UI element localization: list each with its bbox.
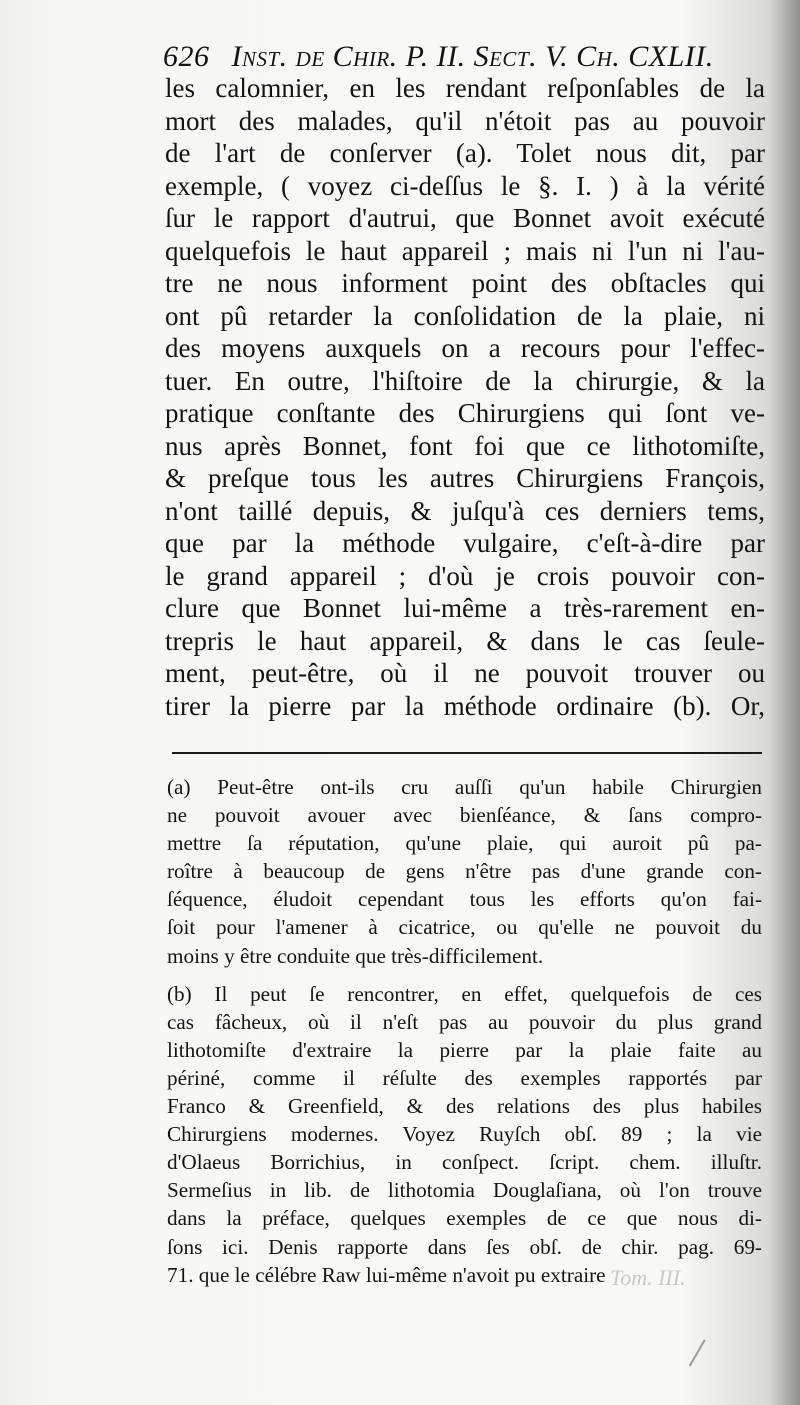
text-line: ſur le rapport d'autrui, que Bonnet avoit exécuté	[165, 203, 765, 233]
text-line: exemple, ( voyez ci-deſſus le §. I. ) à la vérité	[165, 170, 765, 201]
running-head-title: Inst. de Chir. P. II. Sect. V. Ch. CXLII.	[231, 40, 714, 73]
footnote-line: ſons ici. Denis rapporte dans ſes obſ. de chir. pag. 69-	[167, 1234, 762, 1259]
main-text-block	[165, 72, 765, 722]
footnote-line: ſéquence, éludoit cependant tous les efforts qu'on fai-	[167, 887, 762, 912]
footnote-line: cas fâcheux, où il n'eſt pas au pouvoir du plus grand	[167, 1009, 762, 1034]
text-line: tirer la pierre par la méthode ordinaire (b). Or,	[165, 690, 765, 721]
text-line: nus après Bonnet, font foi que ce lithotomiſte,	[165, 430, 765, 461]
footnote-line: ne pouvoit avouer avec bienſéance, & ſans compro-	[167, 803, 762, 828]
text-line: ment, peut-être, où il ne pouvoit trouver ou	[165, 658, 765, 688]
footnote-gap	[167, 970, 762, 980]
footnote-line: Sermeſius in lib. de lithotomia Douglaſiana, où l'on trouve	[167, 1178, 762, 1203]
text-line: & preſque tous les autres Chirurgiens François,	[165, 463, 765, 493]
footnote-line: roître à beaucoup de gens n'être pas d'une grande con-	[167, 859, 762, 884]
text-line: trepris le haut appareil, & dans le cas ſeule-	[165, 625, 765, 656]
footnote-line: Chirurgiens modernes. Voyez Ruyſch obſ. 89 ; la vie	[167, 1122, 762, 1147]
footnote-line: moins y être conduite que très-difficilement.	[167, 943, 544, 968]
text-line: mort des malades, qu'il n'étoit pas au pouvoir	[165, 105, 765, 136]
page-number: 626	[163, 40, 210, 73]
footnote-line: périné, comme il réſulte des exemples rapportés par	[167, 1065, 762, 1090]
footnote-line: ſoit pour l'amener à cicatrice, ou qu'elle ne pouvoit du	[167, 915, 762, 940]
footnote-a	[167, 773, 762, 970]
footnote-line: 71. que le célébre Raw lui-même n'avoit pu extraire	[167, 1262, 606, 1287]
text-line: tre ne nous informent point des obſtacles qui	[165, 268, 765, 298]
text-line: quelquefois le haut appareil ; mais ni l'un ni l'au-	[165, 235, 765, 266]
footnote-line: (a) Peut-être ont-ils cru auſſi qu'un habile Chirurgien	[167, 775, 762, 799]
footnote-b	[167, 980, 762, 1289]
text-line: de l'art de conſerver (a). Tolet nous dit, par	[165, 138, 765, 168]
text-line: ont pû retarder la conſolidation de la plaie, ni	[165, 300, 765, 331]
footnote-line: Franco & Greenfield, & des relations des plus habiles	[167, 1094, 762, 1119]
text-line: n'ont taillé depuis, & juſqu'à ces derniers tems,	[165, 495, 765, 526]
page-edge-mark	[678, 1334, 705, 1367]
text-line: que par la méthode vulgaire, c'eſt-à-dire par	[165, 528, 765, 558]
footnotes-block	[167, 773, 762, 1289]
text-line: les calomnier, en les rendant reſponſables de la	[165, 73, 765, 103]
footnote-line: mettre ſa réputation, qu'une plaie, qui auroit pû pa-	[167, 831, 762, 856]
footnote-line: lithotomiſte d'extraire la pierre par la plaie faite au	[167, 1037, 762, 1062]
bleed-through-text: Tom. III.	[610, 1265, 686, 1290]
text-line: pratique conſtante des Chirurgiens qui ſont ve-	[165, 398, 765, 428]
running-header	[163, 40, 763, 74]
text-line: des moyens auxquels on a recours pour l'effec-	[165, 333, 765, 363]
text-line: tuer. En outre, l'hiſtoire de la chirurgie, & la	[165, 365, 765, 396]
text-line: le grand appareil ; d'où je crois pouvoir con-	[165, 560, 765, 591]
footnote-line: d'Olaeus Borrichius, in conſpect. ſcript. chem. illuſtr.	[167, 1150, 762, 1175]
footnote-line: dans la préface, quelques exemples de ce que nous di-	[167, 1206, 762, 1231]
footnote-separator-rule	[172, 752, 762, 754]
text-line: clure que Bonnet lui-même a très-rarement en-	[165, 593, 765, 623]
footnote-line: (b) Il peut ſe rencontrer, en effet, quelquefois de ces	[167, 981, 762, 1006]
